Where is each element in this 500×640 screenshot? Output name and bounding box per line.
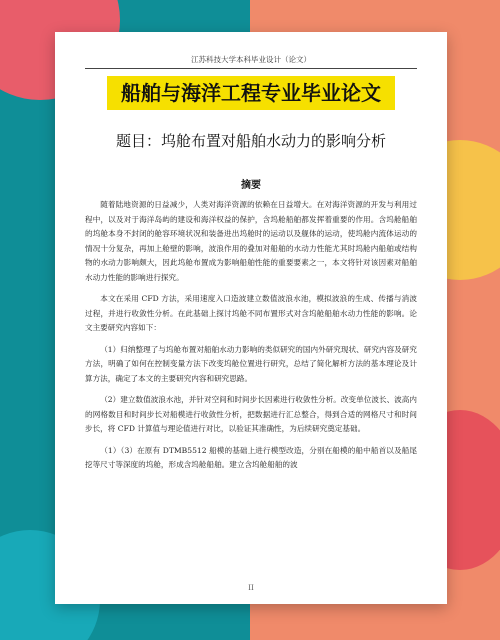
page-header: 江苏科技大学本科毕业设计（论文） — [85, 54, 417, 69]
page-number: II — [248, 584, 254, 592]
abstract-paragraph: 本文在采用 CFD 方法，采用速度入口造波建立数值波浪水池，模拟波浪的生成、传播与消波过程，并进行收敛性分析。在此基础上探讨坞舱不同布置形式对含坞舱船舶水动力性能的影响。论文主要研究内容如下： — [85, 294, 417, 332]
main-title: 船舶与海洋工程专业毕业论文 — [107, 76, 395, 110]
abstract-paragraph: （2）建立数值波浪水池，并针对空间和时间步长因素进行收敛性分析。改变单位波长、波高内的网格数目和时间步长对船模进行收敛性分析，把数据进行汇总整合，得到合适的网格尺寸和时间步长，将 CFD 计算值与理论值进行对比，以验证其准确性，为后续研究奠定基础。 — [85, 395, 417, 433]
document-page — [55, 32, 447, 604]
abstract-paragraph: （1）（3）在原有 DTMB5512 船模的基础上进行模型改造，分别在船模的船中船首以及船尾挖等尺寸等深度的坞舱，形成含坞舱船舶。建立含坞舱船舶的波 — [85, 445, 417, 469]
abstract-body — [85, 198, 417, 480]
abstract-heading: 摘要 — [241, 180, 261, 191]
abstract-paragraph: 随着陆地资源的日益减少，人类对海洋资源的依赖在日益增大。在对海洋资源的开发与利用过程中，以及对于海洋岛屿的建设和海洋权益的保护，含坞舱船舶都发挥着重要的作用。含坞舱船舶的坞舱本身不封闭的舱容环境状况和装备进出坞舱时的运动以及舰体的运动，使坞舱内流体运动的情况十分复杂，再加上舱壁的影响，波浪作用的叠加对船舶的水动力性能尤其时坞舱内船舶或结构物的水动力影响颇大，因此坞舱布置成为影响船舶性能的重要要素之一，本文将针对该因素对船舶水动力性能的影响进行探究。 — [85, 200, 417, 282]
thesis-title: 题目：坞舱布置对船舶水动力的影响分析 — [115, 132, 386, 150]
abstract-paragraph: （1）归纳整理了与坞舱布置对船舶水动力影响的类似研究的国内外研究现状、研究内容及研究方法，明确了如何在控制变量方法下改变坞舱位置进行研究，总结了简化解析方法的基本理论及计算方法，确定了本文的主要研究内容和研究思路。 — [85, 344, 417, 383]
